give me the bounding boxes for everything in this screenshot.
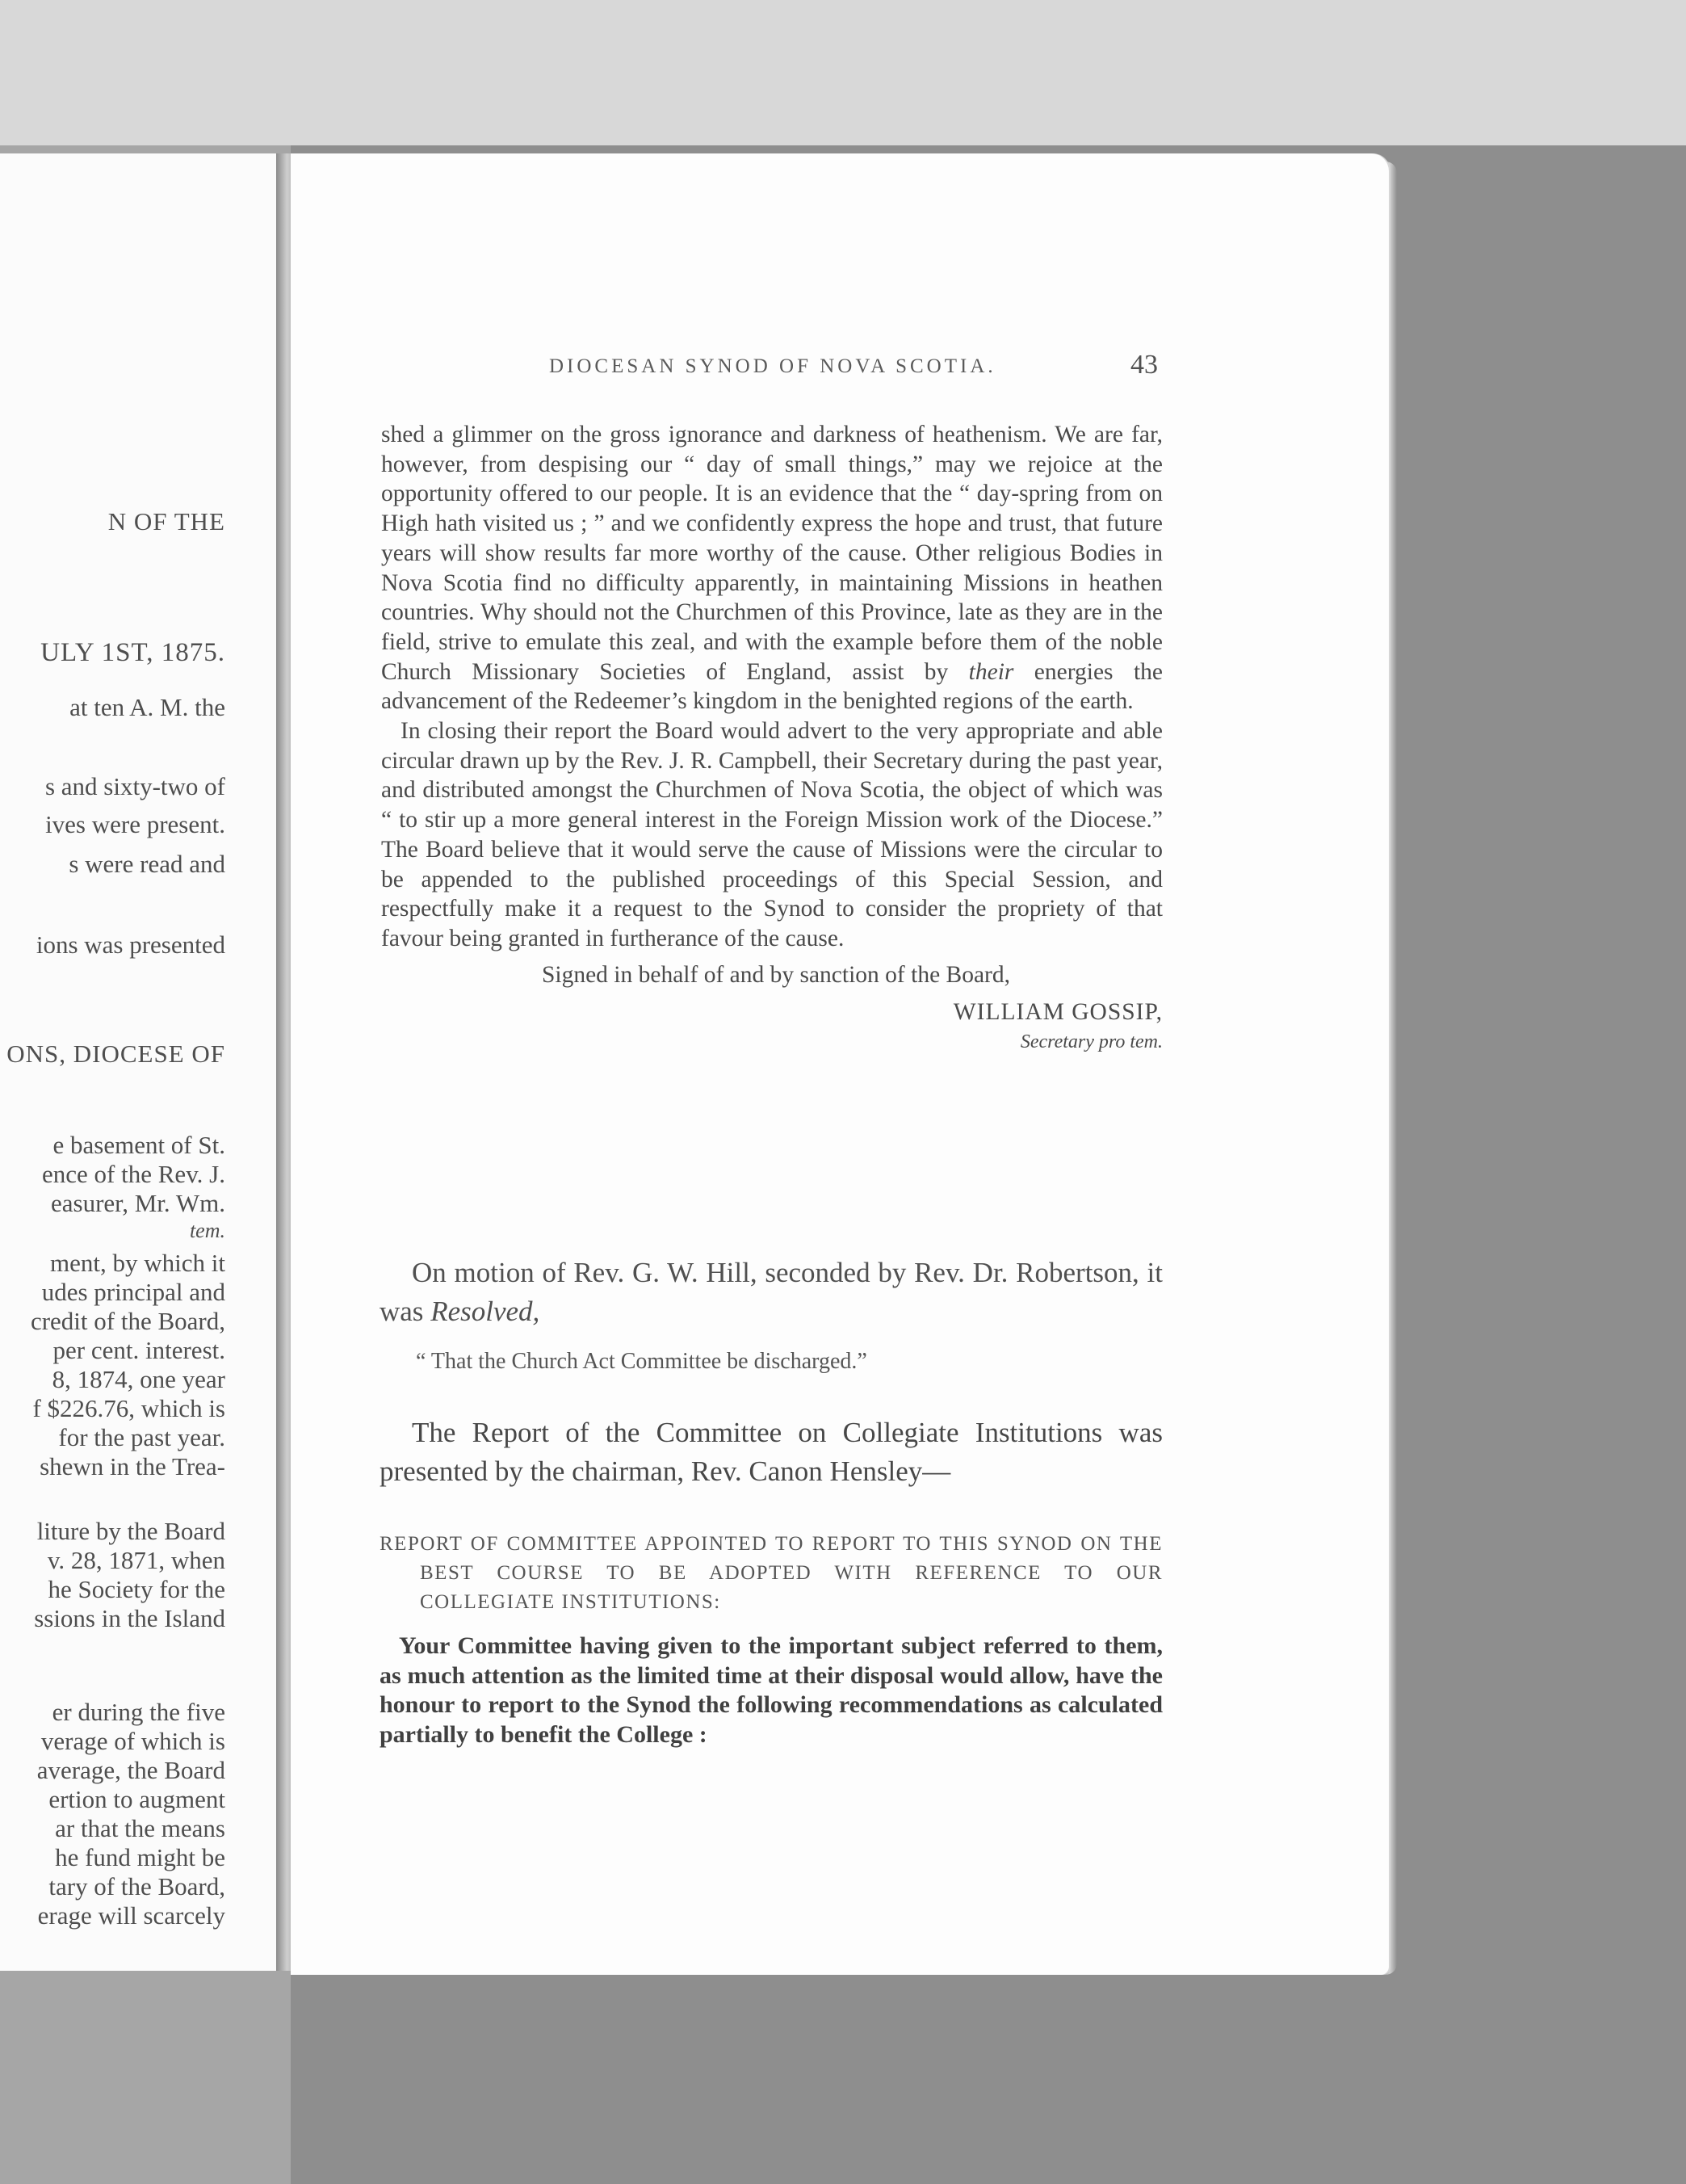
left-line: v. 28, 1871, when xyxy=(47,1546,225,1574)
left-line: average, the Board xyxy=(36,1756,225,1784)
left-line: ssions in the Island xyxy=(34,1604,225,1632)
left-page xyxy=(0,153,279,1971)
left-line: shewn in the Trea- xyxy=(40,1452,225,1480)
left-line: liture by the Board xyxy=(36,1517,225,1545)
running-head: DIOCESAN SYNOD OF NOVA SCOTIA. xyxy=(549,355,996,377)
motion-paragraph xyxy=(380,1254,1163,1331)
left-line: per cent. interest. xyxy=(52,1336,225,1364)
signer-name: WILLIAM GOSSIP, xyxy=(953,999,1163,1026)
left-line: erage will scarcely xyxy=(37,1901,225,1930)
paragraph-text: On motion of Rev. G. W. Hill, seconded by Rev. Dr. Robertson, it was xyxy=(380,1257,1163,1327)
left-line: er during the five xyxy=(52,1698,225,1726)
paragraph-text: energies the advancement of the Redeemer’s kingdom in the benighted regions of the earth. xyxy=(381,658,1163,715)
left-line: verage of which is xyxy=(40,1727,225,1755)
resolution-quote: “ That the Church Act Committee be discharged.” xyxy=(416,1349,867,1374)
committee-paragraph xyxy=(380,1413,1163,1491)
left-line: at ten A. M. the xyxy=(69,693,225,721)
paragraph: The Report of the Committee on Collegiate Institutions was presented by the chairman, Rev. Canon Hensley— xyxy=(380,1417,1163,1487)
paragraph xyxy=(380,1254,1163,1331)
left-line: e basement of St. xyxy=(52,1131,225,1159)
left-line: tary of the Board, xyxy=(48,1872,225,1900)
left-line: f $226.76, which is xyxy=(32,1394,225,1422)
page-number: 43 xyxy=(1130,350,1158,380)
scanner-background-top xyxy=(0,0,1686,145)
left-line: s were read and xyxy=(69,850,225,878)
left-line: for the past year. xyxy=(58,1423,225,1451)
left-line: udes principal and xyxy=(41,1278,225,1306)
heading-text: REPORT OF COMMITTEE APPOINTED TO REPORT TO THIS SYNOD ON THE BEST COURSE TO BE ADOPTED WITH REFERENCE TO OUR COLLEGIATE INSTITUTIONS: xyxy=(380,1533,1163,1613)
paragraph-text: shed a glimmer on the gross ignorance and darkness of heathenism. We are far, however, from despising our “ day of small things,” may we rejoice at the opportunity offered to our people. It is an evidence that the “ day-spring from on High hath visited us ; ” and we confidently express the hope and trust, that future years will show results far more worthy of the cause. Other religious Bodies in Nova Scotia find no difficulty apparently, in maintaining Missions in heathen countries. Why should not the Churchmen of this Province, late as they are in the field, strive to emulate this zeal, and with the example before them of the noble Church Missionary Societies of England, assist by xyxy=(381,422,1163,685)
paragraph: In closing their report the Board would advert to the very appropriate and able circular drawn up by the Rev. J. R. Campbell, their Secretary during the past year, and distributed amongst the Churchmen of Nova Scotia, the object of which was “ to stir up a more general interest in the Foreign Mission work of the Diocese.” The Board believe that it would serve the cause of Missions were the circular to be appended to the published proceedings of this Special Session, and respectfully make it a request to the Synod to consider the propriety of that favour being granted in furtherance of the cause. xyxy=(381,718,1163,951)
left-line: s and sixty-two of xyxy=(44,772,225,800)
signature-line: Signed in behalf of and by sanction of the Board, xyxy=(541,961,1011,988)
left-line: 8, 1874, one year xyxy=(52,1365,225,1393)
paragraph: Your Committee having given to the important subject referred to them, as much attention as the limited time at their disposal would allow, have the honour to report to the Synod the following recommendations as calculated partially to benefit the College : xyxy=(380,1632,1163,1748)
emphasis: Resolved, xyxy=(430,1296,540,1327)
left-line: ions was presented xyxy=(36,930,225,959)
left-line: he Society for the xyxy=(48,1575,225,1603)
left-line: tem. xyxy=(189,1219,225,1242)
report-heading xyxy=(380,1530,1163,1617)
left-line: ULY 1ST, 1875. xyxy=(40,638,225,667)
paragraph xyxy=(381,420,1163,716)
left-line: ertion to augment xyxy=(48,1785,225,1813)
emphasis: their xyxy=(968,658,1014,685)
left-line: N OF THE xyxy=(107,507,225,536)
left-line: ence of the Rev. J. xyxy=(42,1160,225,1188)
left-line: ives were present. xyxy=(45,810,225,838)
report-body xyxy=(380,1632,1163,1749)
left-line: he fund might be xyxy=(55,1843,225,1871)
report-continuation xyxy=(381,420,1163,1057)
left-line: ONS, DIOCESE OF xyxy=(6,1040,225,1068)
signer-title: Secretary pro tem. xyxy=(1020,1031,1163,1053)
left-line: ar that the means xyxy=(55,1814,225,1842)
left-line: easurer, Mr. Wm. xyxy=(51,1189,225,1217)
left-line: credit of the Board, xyxy=(30,1307,225,1335)
left-line: ment, by which it xyxy=(50,1249,225,1277)
